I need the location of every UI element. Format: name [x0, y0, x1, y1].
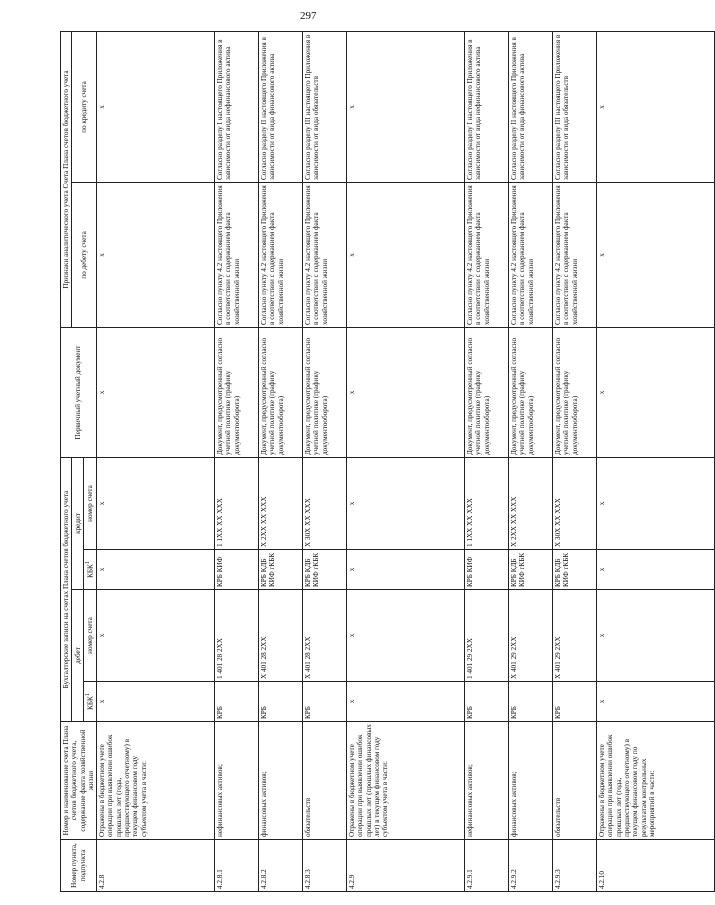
table-row: [347, 31, 465, 891]
row-document: Документ, предусмотренный согласно учетной политике (графику документооборота): [303, 328, 347, 458]
row-document: х: [97, 328, 215, 458]
row-debit-account: Х 401 29 2ХХ: [553, 590, 597, 682]
row-debit-account: 1 401 29 2ХХ: [465, 590, 509, 682]
row-analytics-debit: Согласно пункту 4.2 настоящего Приложения в соответствии с содержанием факта хозяйственной жизни: [553, 183, 597, 328]
row-credit-account: х: [97, 458, 215, 550]
row-analytics-credit: Согласно разделу III настоящего Приложения в зависимости от вида обязательств: [553, 31, 597, 182]
row-debit-account: х: [97, 590, 215, 682]
row-analytics-credit: Согласно разделу II настоящего Приложения в зависимости от вида финансового актива: [259, 31, 303, 182]
row-credit-account: Х 30Х ХХ ХХХ: [303, 458, 347, 550]
table-row: [597, 31, 715, 891]
row-analytics-credit: х: [597, 31, 715, 182]
row-analytics-credit: Согласно разделу II настоящего Приложения в зависимости от вида финансового актива: [509, 31, 553, 182]
row-credit-kbk: КРБ КДБ КИФ гКБК: [553, 550, 597, 590]
row-name: Отражены в бюджетном учете операции при выявлении ошибок прошлых лет (года, предшествующего отчетному) в текущем финансовом году по результатам контрольных мероприятий в части:: [597, 722, 715, 840]
header-doc: Первичный учетный документ: [61, 328, 97, 458]
row-analytics-debit: Согласно пункту 4.2 настоящего Приложения в соответствии с содержанием факта хозяйственной жизни: [509, 183, 553, 328]
row-name: Отражены в бюджетном учете операции при выявлении ошибок прошлых лет (прошлых финансовых лет) в текущем финансовом году субъектом учета в части:: [347, 722, 465, 840]
row-analytics-credit: Согласно разделу III настоящего Приложения в зависимости от вида обязательств: [303, 31, 347, 182]
row-name: финансовых активов;: [509, 722, 553, 840]
row-debit-kbk: х: [347, 682, 465, 722]
row-num: 4.2.8.3: [303, 840, 347, 892]
row-debit-account: х: [597, 590, 715, 682]
row-document: х: [347, 328, 465, 458]
row-name: обязательств: [553, 722, 597, 840]
row-analytics-debit: х: [97, 183, 215, 328]
accounting-entries-table: [60, 31, 715, 892]
row-credit-account: 1 1ХХ ХХ ХХХ: [215, 458, 259, 550]
row-analytics-credit: х: [347, 31, 465, 182]
row-debit-account: Х 401 28 2ХХ: [303, 590, 347, 682]
row-credit-kbk: х: [347, 550, 465, 590]
table-row: [509, 31, 553, 891]
header-debit: дебет: [72, 590, 84, 722]
row-document: Документ, предусмотренный согласно учетной политике (графику документооборота): [259, 328, 303, 458]
row-credit-kbk: КРБ КДБ КИФ гКБК: [259, 550, 303, 590]
row-credit-kbk: х: [597, 550, 715, 590]
table-row: [97, 31, 215, 891]
row-num: 4.2.8: [97, 840, 215, 892]
row-document: Документ, предусмотренный согласно учетной политике (графику документооборота): [465, 328, 509, 458]
row-num: 4.2.9.3: [553, 840, 597, 892]
row-analytics-debit: х: [597, 183, 715, 328]
row-document: Документ, предусмотренный согласно учетной политике (графику документооборота): [509, 328, 553, 458]
row-debit-account: 1 401 28 2ХХ: [215, 590, 259, 682]
row-name: Отражены в бюджетном учете операции при выявлении ошибок прошлых лет (года, предшествующего отчетному) в текущем финансовом году субъектом учета в части:: [97, 722, 215, 840]
row-num: 4.2.9: [347, 840, 465, 892]
row-debit-kbk: КРБ: [465, 682, 509, 722]
row-document: Документ, предусмотренный согласно учетной политике (графику документооборота): [553, 328, 597, 458]
table-row: [259, 31, 303, 891]
row-debit-kbk: КРБ: [553, 682, 597, 722]
row-debit-kbk: КРБ: [303, 682, 347, 722]
row-credit-kbk: КРБ КДБ КИФ гКБК: [303, 550, 347, 590]
header-analytics: Признаки аналитического учета Счета Плана счетов бюджетного учета: [61, 31, 72, 327]
row-name: обязательств: [303, 722, 347, 840]
header-num: Номер пункта, подпункта: [61, 840, 97, 892]
row-document: х: [597, 328, 715, 458]
header-name: Номер и наименование счета Плана счетов бюджетного учета, содержание факта хозяйственной жизни: [61, 722, 97, 840]
header-entries: Бухгалтерские записи на счетах Плана счетов бюджетного учета: [61, 458, 72, 722]
row-num: 4.2.9.2: [509, 840, 553, 892]
row-credit-account: 1 1ХХ ХХ ХХХ: [465, 458, 509, 550]
row-credit-kbk: КРБ КДБ КИФ гКБК: [509, 550, 553, 590]
row-name: финансовых активов;: [259, 722, 303, 840]
row-debit-account: Х 401 29 2ХХ: [509, 590, 553, 682]
row-credit-account: Х 2ХХ ХХ ХХХ: [509, 458, 553, 550]
header-credit-kbk: КБК$^1$: [84, 550, 97, 590]
row-num: 4.2.8.1: [215, 840, 259, 892]
row-analytics-credit: Согласно разделу I настоящего Приложения в зависимости от вида нефинансового актива: [465, 31, 509, 182]
table-row: [465, 31, 509, 891]
row-analytics-credit: Согласно разделу I настоящего Приложения в зависимости от вида нефинансового актива: [215, 31, 259, 182]
header-credit-account: номер счета: [84, 458, 97, 550]
table-row: [215, 31, 259, 891]
row-analytics-debit: Согласно пункту 4.2 настоящего Приложения в соответствии с содержанием факта хозяйственной жизни: [259, 183, 303, 328]
page-number: 297: [300, 10, 317, 22]
table-row: [303, 31, 347, 891]
row-debit-account: х: [347, 590, 465, 682]
row-analytics-debit: Согласно пункту 4.2 настоящего Приложения в соответствии с содержанием факта хозяйственной жизни: [465, 183, 509, 328]
row-credit-account: Х 2ХХ ХХ ХХХ: [259, 458, 303, 550]
rotated-table-container: [60, 32, 656, 892]
row-credit-account: х: [347, 458, 465, 550]
row-document: Документ, предусмотренный согласно учетной политике (графику документооборота): [215, 328, 259, 458]
row-debit-kbk: КРБ: [215, 682, 259, 722]
table-row: [553, 31, 597, 891]
row-analytics-debit: х: [347, 183, 465, 328]
row-credit-kbk: КРБ КИФ: [215, 550, 259, 590]
row-credit-kbk: х: [97, 550, 215, 590]
row-name: нефинансовых активов;: [215, 722, 259, 840]
header-by-credit: по кредиту счета: [72, 31, 97, 182]
header-debit-kbk: КБК$^1$: [84, 682, 97, 722]
row-debit-account: Х 401 28 2ХХ: [259, 590, 303, 682]
header-debit-account: номер счета: [84, 590, 97, 682]
header-by-debit: по дебету счета: [72, 183, 97, 328]
row-num: 4.2.10: [597, 840, 715, 892]
row-credit-kbk: КРБ КИФ: [465, 550, 509, 590]
row-debit-kbk: КРБ: [509, 682, 553, 722]
rotated-table-wrapper: [60, 32, 656, 892]
row-name: нефинансовых активов;: [465, 722, 509, 840]
header-credit: кредит: [72, 458, 84, 590]
row-credit-account: х: [597, 458, 715, 550]
row-num: 4.2.9.1: [465, 840, 509, 892]
row-credit-account: Х 30Х ХХ ХХХ: [553, 458, 597, 550]
table-body: [97, 31, 715, 891]
row-debit-kbk: х: [597, 682, 715, 722]
row-num: 4.2.8.2: [259, 840, 303, 892]
row-analytics-debit: Согласно пункту 4.2 настоящего Приложения в соответствии с содержанием факта хозяйственной жизни: [303, 183, 347, 328]
row-debit-kbk: КРБ: [259, 682, 303, 722]
row-analytics-debit: Согласно пункту 4.2 настоящего Приложения в соответствии с содержанием факта хозяйственной жизни: [215, 183, 259, 328]
row-debit-kbk: х: [97, 682, 215, 722]
row-analytics-credit: х: [97, 31, 215, 182]
